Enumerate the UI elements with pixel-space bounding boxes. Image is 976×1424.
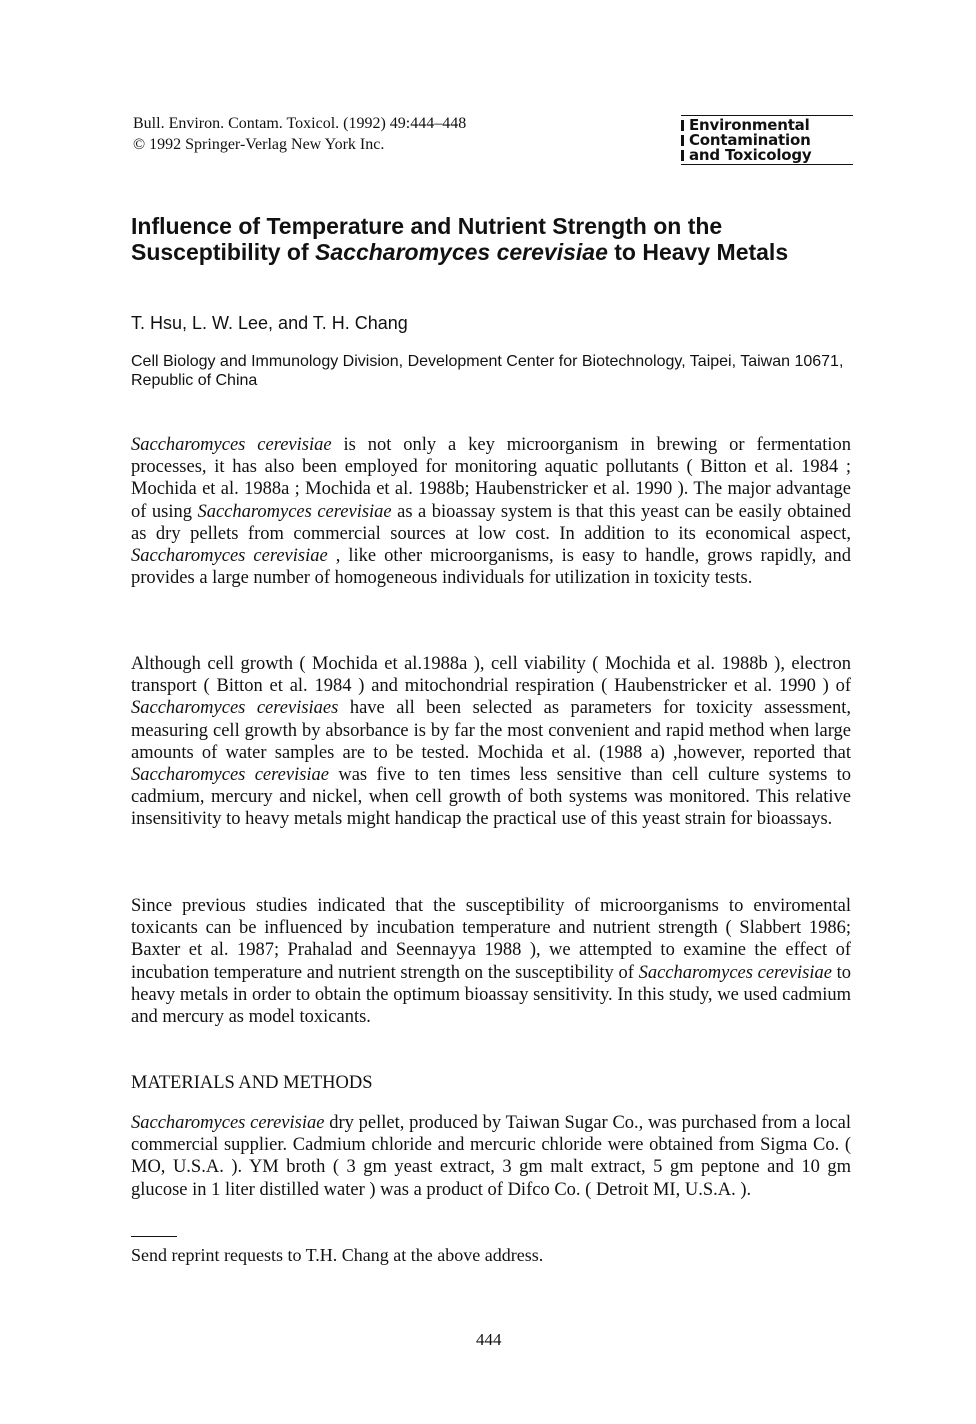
paragraph-background — [131, 653, 851, 831]
text-run: was five to ten times less sensitive than cell culture systems to cadmium, mercury and nickel, when cell growth of both systems was monitored. This relative insensitivity to heavy metals might handicap the practical use of this yeast strain for bioassays. — [131, 765, 851, 830]
journal-logo — [681, 115, 853, 165]
species-name: Saccharomyces cerevisiae — [638, 962, 832, 983]
text-run: have all been selected as parameters for toxicity assessment, measuring cell growth by absorbance is by far the most convenient and rapid method when large amounts of water samples are to be tested. Mochida et al. (1988 a) ,however, reported that — [131, 698, 851, 763]
species-name: Saccharomyces cerevisiae — [131, 765, 330, 786]
text-run: as a bioassay system is that this yeast can be easily obtained as dry pellets from commercial sources at low cost. In addition to its economical aspect, — [131, 501, 851, 544]
page-number: 444 — [476, 1330, 502, 1349]
copyright-line: © 1992 Springer-Verlag New York Inc. — [133, 136, 385, 153]
text-run: Although cell growth ( Mochida et al.1988a ), cell viability ( Mochida et al. 1988b ), electron transport ( Bitton et al. 1984 ) and mitochondrial respiration ( Haubenstricker et al. 1990 ) of — [131, 654, 851, 697]
article-title: Influence of Temperature and Nutrient Strength on the Susceptibility of Saccharomyces cerevisiae to Heavy Metals — [131, 213, 789, 265]
journal-logo-line: Environmental — [681, 118, 853, 133]
authors: T. Hsu, L. W. Lee, and T. H. Chang — [131, 313, 408, 333]
footnote-rule — [131, 1236, 177, 1237]
journal-logo-line: Contamination — [681, 133, 853, 148]
citation-block — [133, 113, 466, 155]
journal-logo-line: and Toxicology — [681, 148, 853, 163]
species-name: Saccharomyces cerevisiae — [197, 501, 392, 522]
species-name: Saccharomyces cerevisiae — [131, 546, 328, 567]
species-name: Saccharomyces cerevisiaes — [131, 698, 339, 719]
citation-line: Bull. Environ. Contam. Toxicol. (1992) 49:444–448 — [133, 115, 467, 132]
paragraph-aim — [131, 895, 851, 1028]
text-run: , like other microorganisms, is easy to handle, grows rapidly, and provides a large number of homogeneous individuals for utilization in toxicity tests. — [131, 546, 851, 589]
species-name: Saccharomyces cerevisiae — [131, 1113, 325, 1133]
text-run: is not only a key microorganism in brewing or fermentation processes, it has also been employed for monitoring aquatic pollutants ( Bitton et al. 1984 ; Mochida et al. 1988a ; Mochida et al. 1988b; Haubenstricker et al. 1990 ). The major advantage of using — [131, 435, 851, 522]
paragraph-materials — [131, 1112, 851, 1201]
section-heading: MATERIALS AND METHODS — [131, 1073, 373, 1093]
text-run: to heavy metals in order to obtain the optimum bioassay sensitivity. In this study, we used cadmium and mercury as model toxicants. — [131, 962, 851, 1028]
species-name: Saccharomyces cerevisiae — [131, 435, 332, 455]
footnote: Send reprint requests to T.H. Chang at the above address. — [131, 1245, 544, 1265]
text-run: Since previous studies indicated that the susceptibility of microorganisms to enviromental toxicants can be influenced by incubation temperature and nutrient strength ( Slabbert 1986; Baxter et al. 1987; Prahalad and Seennayya 1988 ), we attempted to examine the effect of incubation temperature and nutrient strength on the susceptibility of — [131, 896, 851, 983]
paragraph-intro — [131, 434, 851, 589]
text-run: dry pellet, produced by Taiwan Sugar Co., was purchased from a local commercial supplier. Cadmium chloride and mercuric chloride were obtained from Sigma Co. ( MO, U.S.A. ). YM broth ( 3 gm yeast extract, 3 gm malt extract, 5 gm peptone and 10 gm glucose in 1 liter distilled water ) was a product of Difco Co. ( Detroit MI, U.S.A. ). — [131, 1113, 851, 1200]
affiliation: Cell Biology and Immunology Division, Development Center for Biotechnology, Taipei, Taiwan 10671, Republic of China — [131, 353, 844, 389]
